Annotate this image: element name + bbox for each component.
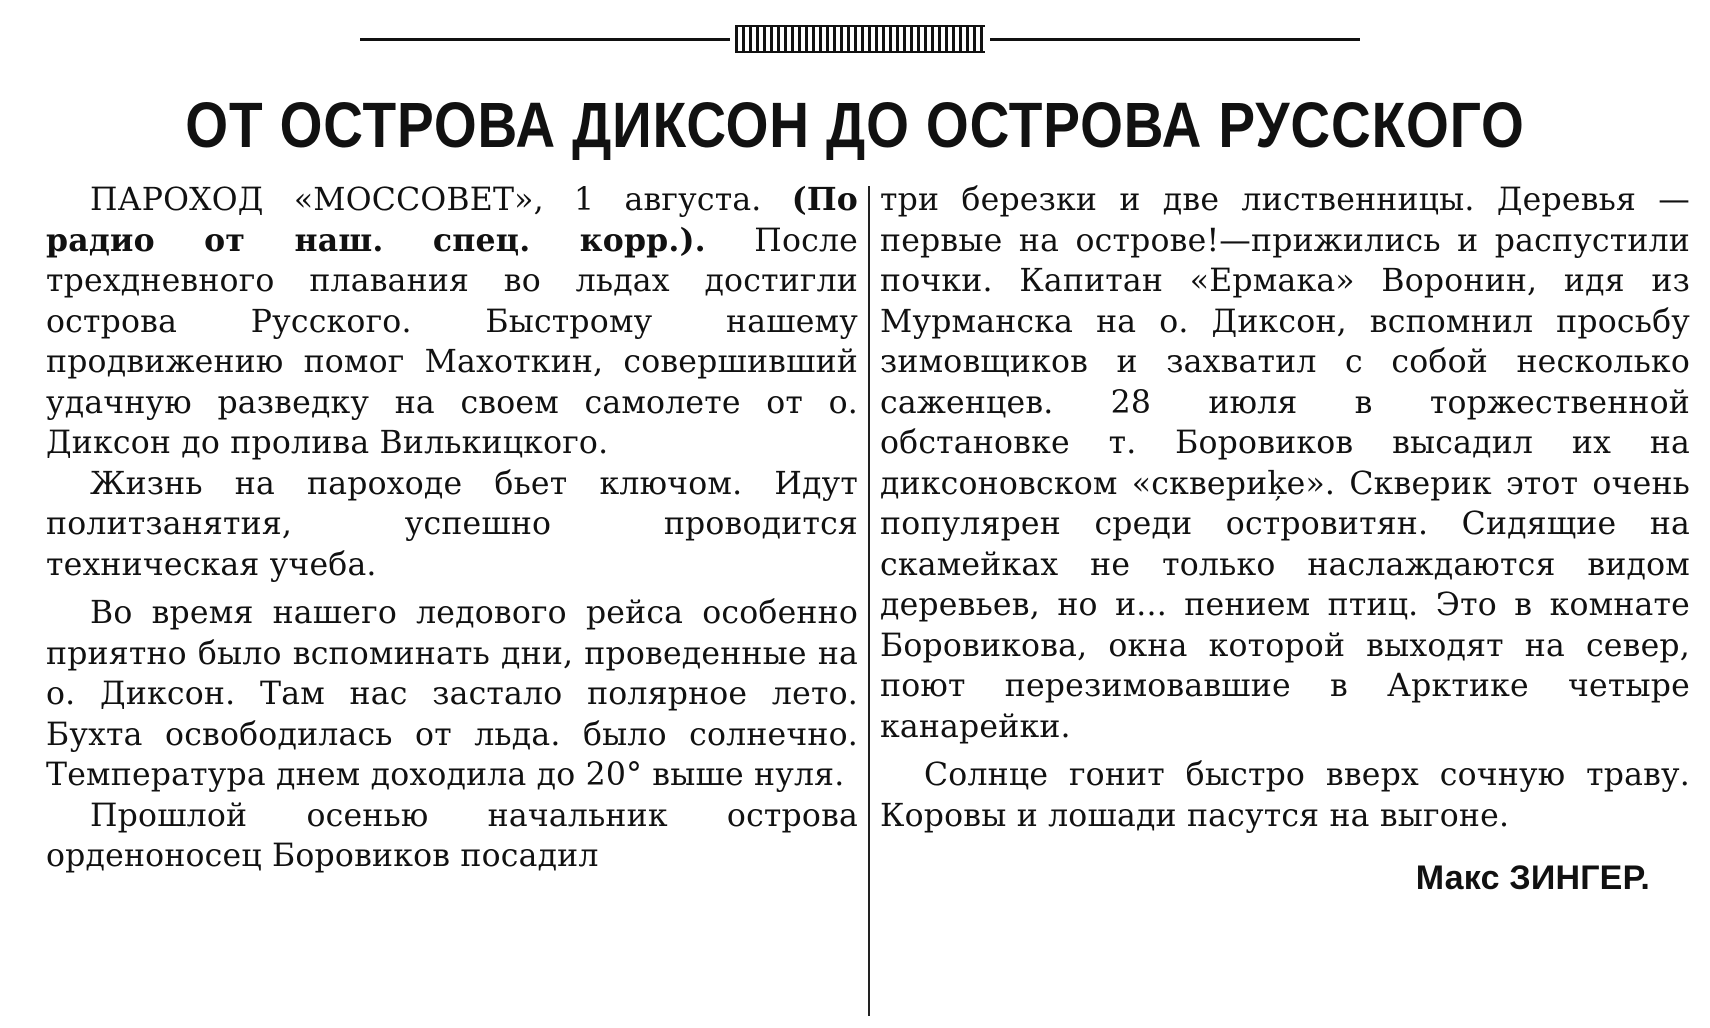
paragraph-2: Жизнь на пароходе бьет ключом. Идут политзанятия, успешно проводится техническая учеба. [46, 465, 858, 583]
paragraph-5: Солнце гонит быстро вверх сочную траву. Коровы и лошади пасутся на выгоне. [880, 757, 1690, 834]
dateline-note: (По радио от наш. спец. корр.). [46, 181, 858, 259]
author-signature: Макс ЗИНГЕР. [1415, 859, 1650, 897]
ornament-rule-left [360, 38, 730, 41]
dateline: ПАРОХОД «МОССОВЕТ», 1 августа. [90, 182, 762, 218]
column-divider [868, 186, 870, 1016]
article-headline: ОТ ОСТРОВА ДИКСОН ДО ОСТРОВА РУССКОГО [185, 89, 1525, 161]
article-column-left [46, 180, 858, 877]
paragraph-1 [46, 180, 858, 464]
paragraph-1-text: После трехдневного плавания во льдах достигли острова Русского. Быстрому нашему продвижению помог Махоткин, совершивший удачную разведку на своем самолете от о. Диксон до пролива Вилькицкого. [46, 222, 859, 461]
paragraph-3: Во время нашего ледового рейса особенно приятно было вспоминать дни, проведенные на о. Диксон. Там нас застало полярное лето. Бухта освободилась от льда. было солнечно. Температура днем доходила до 20° выше нуля. [46, 595, 858, 793]
header-ornament [360, 22, 1360, 56]
ornament-hatch [735, 25, 985, 53]
paragraph-4-continued: три березки и две лиственницы. Деревья — первые на острове!—прижились и распустили почки. Капитан «Ермака» Воронин, идя из Мурманска на о. Диксон, вспомнил просьбу зимовщиков и захватил с собой несколько саженцев. 28 июля в торжественной обстановке т. Боровиков высадил их на диксоновском «сквериķе». Скверик этот очень популярен среди островитян. Сидящие на скамейках не только наслаждаются видом деревьев, но и... пением птиц. Это в комнате Боровикова, окна которой выходят на север, поют перезимовавшие в Арктике четыре канарейки. [880, 182, 1690, 745]
article-column-right [880, 180, 1690, 899]
paragraph-4: Прошлой осенью начальник острова орденоносец Боровиков посадил [46, 797, 858, 874]
ornament-rule-right [990, 38, 1360, 41]
